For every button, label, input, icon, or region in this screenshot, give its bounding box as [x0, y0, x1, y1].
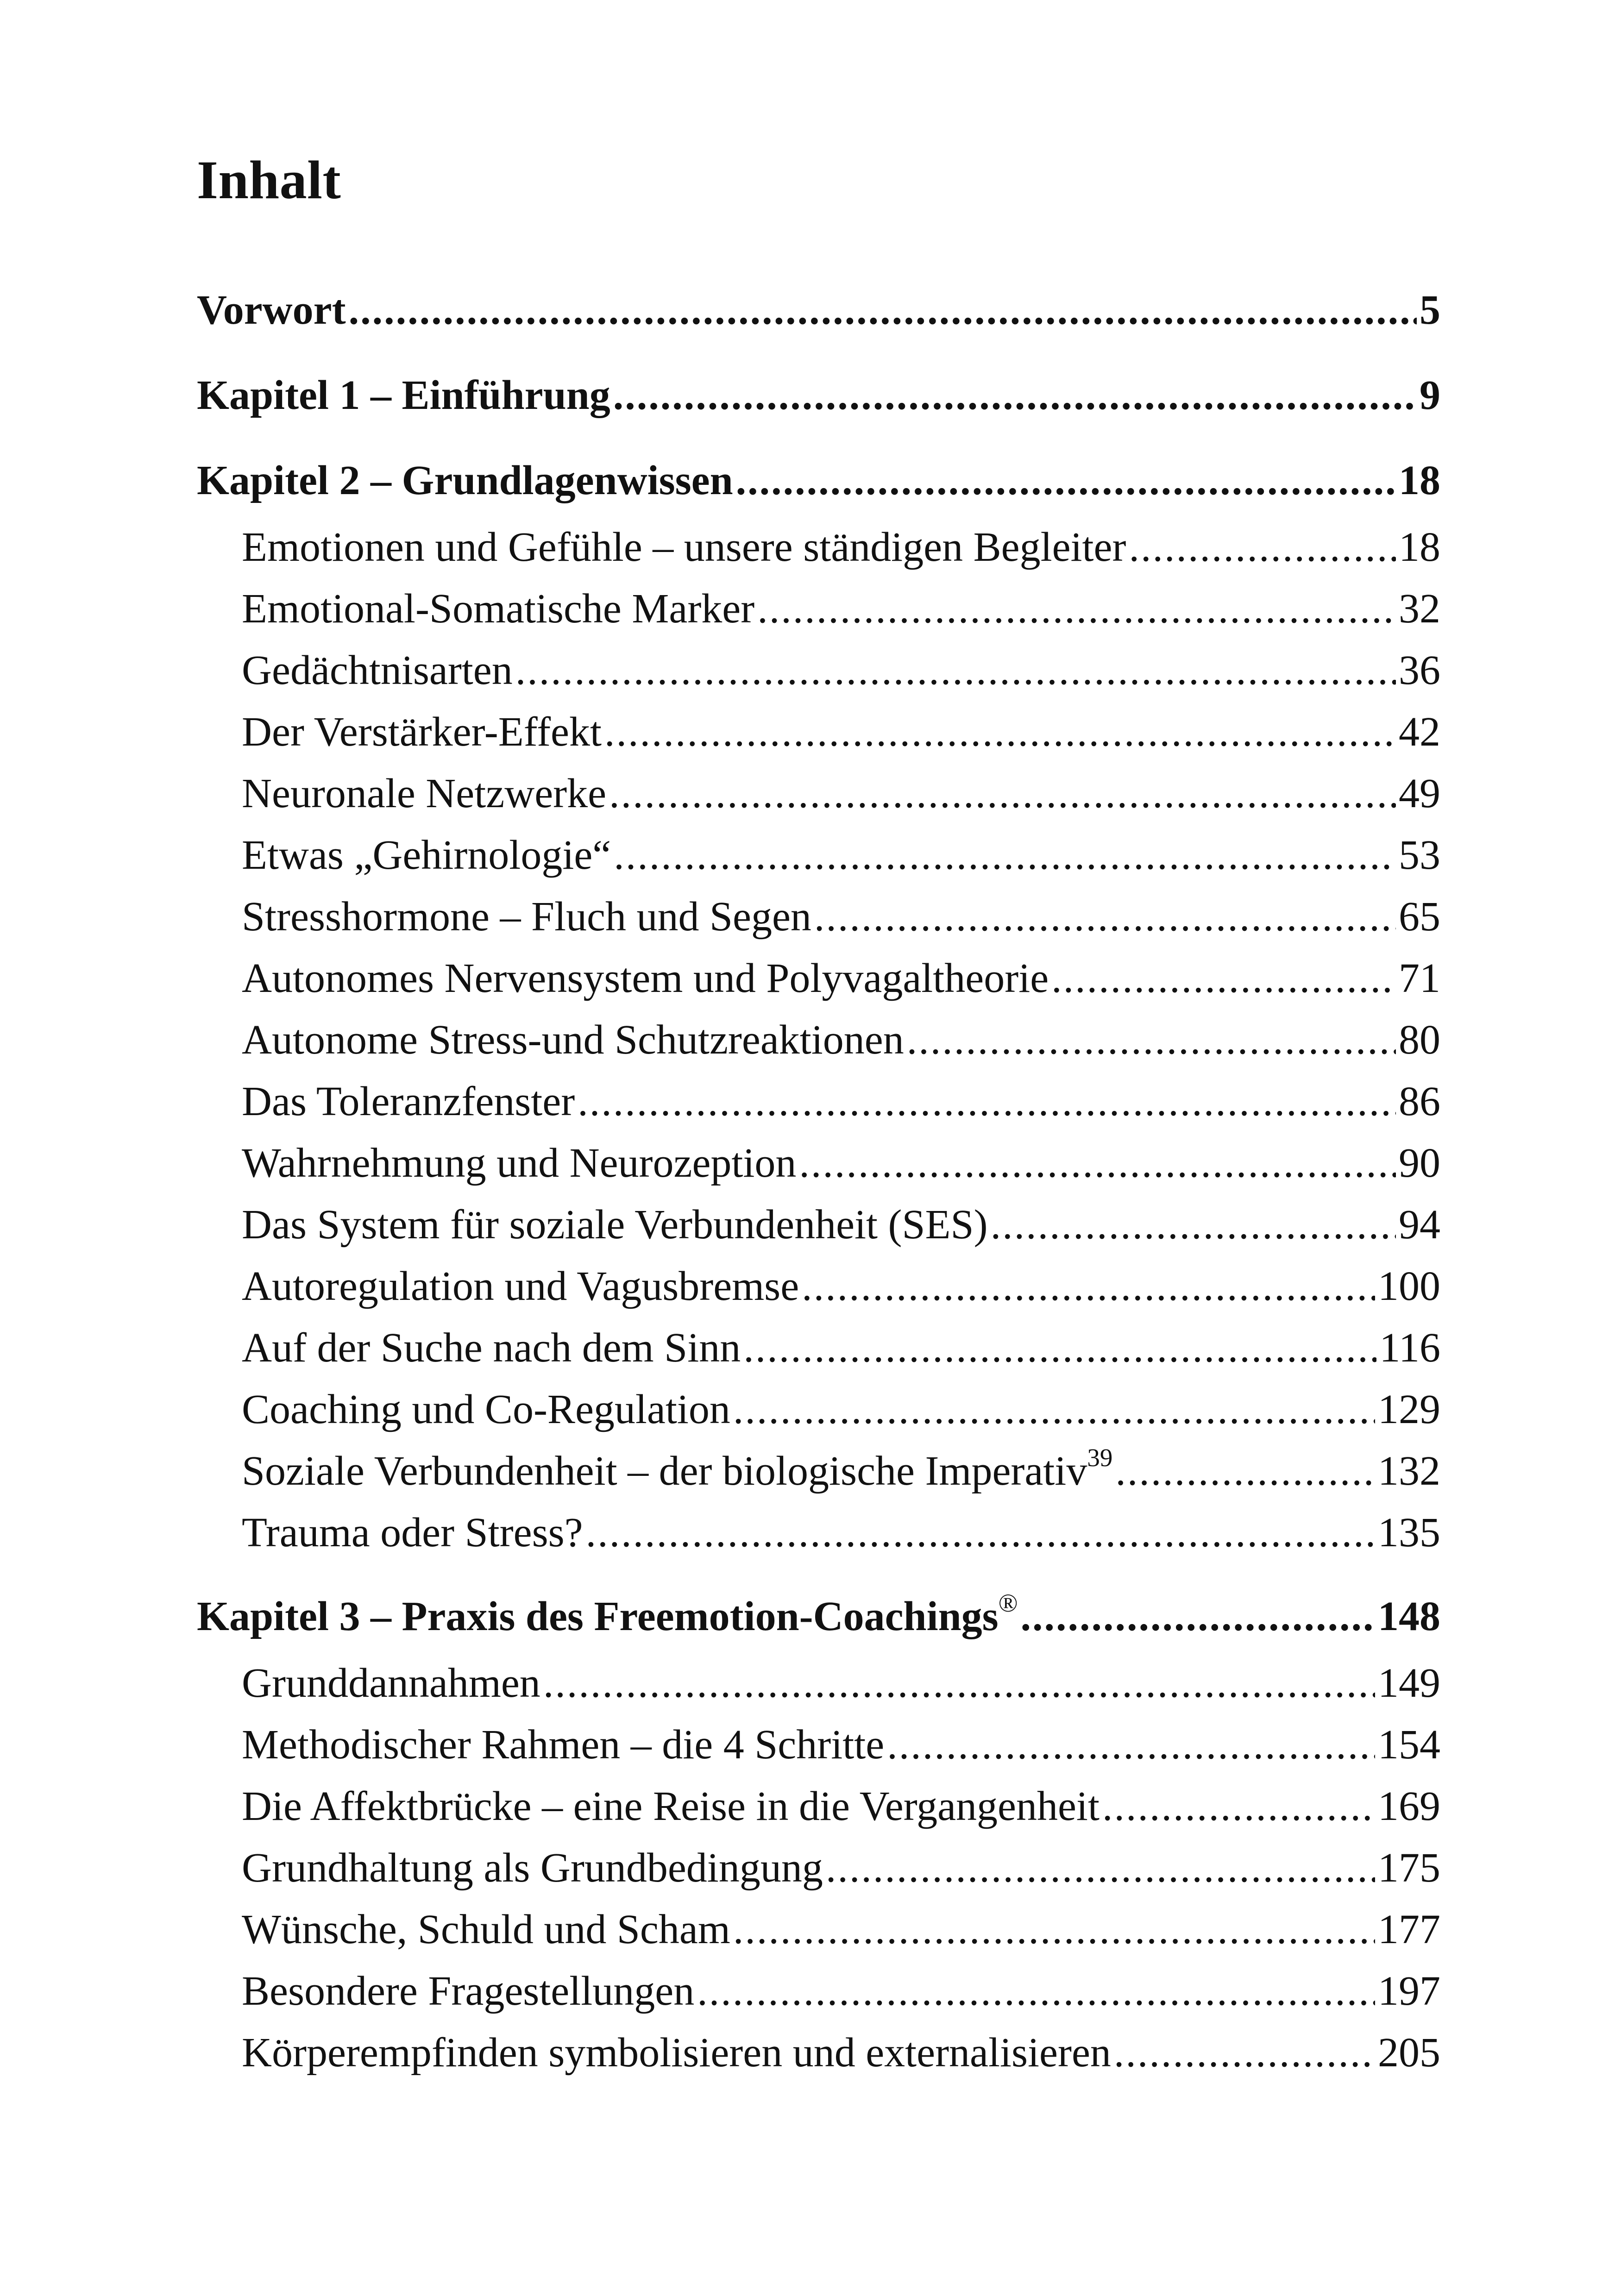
toc-subentry-page: 132: [1378, 1448, 1440, 1494]
dot-leader: [826, 1847, 1375, 1889]
toc-subentry[interactable]: [197, 1970, 1440, 2032]
toc-subentry-label: Etwas „Gehirnologie“: [242, 832, 611, 878]
table-of-contents: [197, 289, 1440, 2094]
toc-subentry[interactable]: [197, 1327, 1440, 1389]
toc-subentry-page: 116: [1379, 1325, 1440, 1371]
toc-subentry-label: Auf der Suche nach dem Sinn: [242, 1325, 741, 1371]
toc-subentry-page: 71: [1399, 955, 1440, 1001]
dot-leader: [799, 1142, 1396, 1184]
dot-leader: [578, 1081, 1396, 1123]
toc-subentry-page: 86: [1399, 1079, 1440, 1124]
toc-subentry-label: Das Toleranzfenster: [242, 1079, 575, 1124]
dot-leader: [991, 1204, 1396, 1246]
toc-subentry-label: Grunddannahmen: [242, 1660, 540, 1706]
toc-subentry-label: Autonome Stress-und Schutzreaktionen: [242, 1017, 904, 1063]
toc-entry-kapitel-1[interactable]: [197, 372, 1440, 437]
toc-subentry-label: Emotionen und Gefühle – unsere ständigen Begleiter: [242, 524, 1126, 570]
toc-subentry-page: 205: [1378, 2030, 1440, 2076]
toc-subentry-label: Wünsche, Schuld und Scham: [242, 1907, 730, 1952]
toc-subentry[interactable]: [197, 1512, 1440, 1574]
dot-leader: [814, 896, 1396, 938]
toc-subentry[interactable]: [197, 2032, 1440, 2094]
dot-leader: [736, 460, 1396, 502]
toc-entry-label: Vorwort: [197, 287, 346, 333]
toc-subentry-label: Wahrnehmung und Neurozeption: [242, 1140, 797, 1186]
toc-subentry-label: Das System für soziale Verbundenheit (SES): [242, 1202, 988, 1248]
toc-subentry-label: Die Affektbrücke – eine Reise in die Vergangenheit: [242, 1783, 1100, 1829]
toc-entry-page: 9: [1420, 372, 1440, 418]
toc-entry-label-text: Kapitel 3 – Praxis des Freemotion-Coachings: [197, 1593, 999, 1639]
toc-subentry[interactable]: [197, 1847, 1440, 1909]
toc-subentry-page: 169: [1378, 1783, 1440, 1829]
toc-entry-label: [197, 1589, 1018, 1639]
toc-subentry[interactable]: [197, 711, 1440, 773]
dot-leader: [802, 1266, 1375, 1307]
dot-leader: [604, 711, 1396, 753]
page-title: Inhalt: [197, 150, 341, 210]
toc-entry-page: 18: [1399, 458, 1440, 503]
dot-leader: [887, 1724, 1375, 1766]
toc-subentry[interactable]: [197, 1724, 1440, 1786]
toc-subentry-label: Autoregulation und Vagusbremse: [242, 1263, 799, 1309]
dot-leader: [614, 834, 1396, 876]
toc-subentry-page: 90: [1399, 1140, 1440, 1186]
toc-subentry-page: 100: [1378, 1263, 1440, 1309]
toc-subentry[interactable]: [197, 1386, 1440, 1450]
toc-subentry[interactable]: [197, 1443, 1440, 1512]
toc-subentry[interactable]: [197, 955, 1440, 1019]
toc-subentry-page: 94: [1399, 1202, 1440, 1248]
toc-subentry-label: Grundhaltung als Grundbedingung: [242, 1845, 823, 1891]
toc-subentry[interactable]: [197, 1081, 1440, 1142]
dot-leader: [1114, 2032, 1375, 2074]
dot-leader: [586, 1512, 1375, 1554]
toc-subentry-label: Emotional-Somatische Marker: [242, 586, 755, 632]
toc-subentry[interactable]: [197, 1142, 1440, 1204]
toc-subentry-label: Neuronale Netzwerke: [242, 771, 607, 816]
toc-subentry[interactable]: [197, 647, 1440, 711]
toc-subentry-label: Körperempfinden symbolisieren und externalisieren: [242, 2030, 1111, 2076]
toc-entry-label: Kapitel 1 – Einführung: [197, 372, 610, 418]
dot-leader: [733, 1909, 1375, 1951]
footnote-marker: 39: [1087, 1443, 1113, 1472]
toc-subentry-page: 135: [1378, 1510, 1440, 1556]
toc-entry-kapitel-3[interactable]: [197, 1589, 1440, 1658]
toc-subentry-label: Coaching und Co-Regulation: [242, 1386, 730, 1432]
toc-subentry-page: 65: [1399, 894, 1440, 940]
dot-leader: [543, 1662, 1375, 1704]
toc-subentry[interactable]: [197, 834, 1440, 896]
toc-subentry-label: Der Verstärker-Effekt: [242, 709, 602, 755]
toc-subentry[interactable]: [197, 1783, 1440, 1847]
toc-subentry[interactable]: [197, 1204, 1440, 1266]
toc-subentry[interactable]: [197, 1019, 1440, 1081]
toc-subentry[interactable]: [197, 1909, 1440, 1970]
toc-subentry-page: 197: [1378, 1968, 1440, 2014]
registered-mark: ®: [998, 1589, 1018, 1617]
dot-leader: [1115, 1450, 1375, 1492]
toc-subentry[interactable]: [197, 588, 1440, 650]
dot-leader: [349, 289, 1417, 331]
dot-leader: [515, 650, 1396, 691]
toc-subentry-page: 18: [1399, 524, 1440, 570]
toc-subentry-page: 177: [1378, 1907, 1440, 1952]
toc-subentry-label: Autonomes Nervensystem und Polyvagaltheorie: [242, 955, 1049, 1001]
toc-subentry-page: 36: [1399, 647, 1440, 693]
dot-leader: [609, 773, 1396, 815]
toc-entry-page: 5: [1420, 287, 1440, 333]
toc-subentry-label: Trauma oder Stress?: [242, 1510, 583, 1556]
toc-entry-kapitel-2[interactable]: [197, 460, 1440, 522]
toc-subentry[interactable]: [197, 1263, 1440, 1327]
toc-subentry-page: 53: [1399, 832, 1440, 878]
toc-subentry-label: Stresshormone – Fluch und Segen: [242, 894, 811, 940]
toc-entry-vorwort[interactable]: [197, 289, 1440, 351]
dot-leader: [697, 1970, 1375, 2012]
dot-leader: [733, 1389, 1375, 1430]
toc-subentry[interactable]: [197, 896, 1440, 958]
dot-leader: [1051, 958, 1396, 999]
toc-subentry-label: [242, 1443, 1113, 1494]
dot-leader: [743, 1327, 1376, 1369]
toc-entry-page: 148: [1378, 1593, 1440, 1639]
toc-subentry[interactable]: [197, 1662, 1440, 1724]
toc-subentry-label: Besondere Fragestellungen: [242, 1968, 695, 2014]
toc-subentry[interactable]: [197, 524, 1440, 588]
dot-leader: [613, 375, 1417, 416]
toc-subentry-page: 149: [1378, 1660, 1440, 1706]
toc-subentry-page: 129: [1378, 1386, 1440, 1432]
dot-leader: [1102, 1786, 1375, 1827]
toc-subentry-label-text: Soziale Verbundenheit – der biologische Imperativ: [242, 1448, 1087, 1494]
toc-subentry-page: 175: [1378, 1845, 1440, 1891]
dot-leader: [1021, 1596, 1376, 1637]
toc-subentry-page: 154: [1378, 1722, 1440, 1768]
dot-leader: [907, 1019, 1396, 1061]
toc-entry-label: Kapitel 2 – Grundlagenwissen: [197, 458, 733, 503]
dot-leader: [1129, 527, 1396, 568]
toc-subentry-label: Methodischer Rahmen – die 4 Schritte: [242, 1722, 885, 1768]
toc-subentry-page: 49: [1399, 771, 1440, 816]
toc-subentry[interactable]: [197, 773, 1440, 834]
dot-leader: [757, 588, 1396, 630]
toc-subentry-page: 32: [1399, 586, 1440, 632]
toc-subentry-label: Gedächtnisarten: [242, 647, 513, 693]
toc-subentry-page: 80: [1399, 1017, 1440, 1063]
toc-subentry-page: 42: [1399, 709, 1440, 755]
